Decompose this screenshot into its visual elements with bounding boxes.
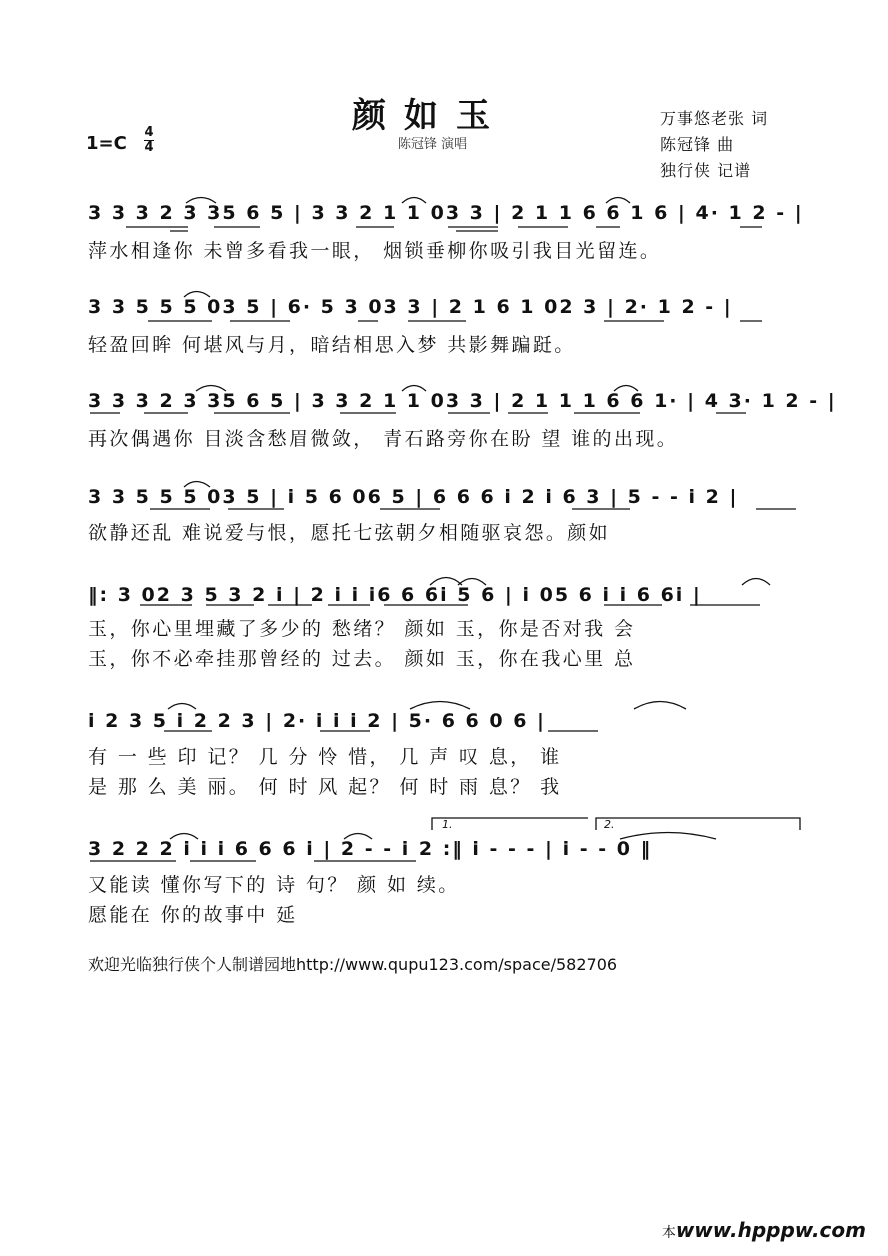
transcriber-credit: 独行侠 记谱 [660,161,752,180]
lyric-line-4: 欲静还乱 难说爱与恨，愿托七弦朝夕相随驱哀怨。颜如 [88,522,611,544]
composer-credit: 陈冠锋 曲 [660,135,735,154]
watermark-prefix: 本 [661,1225,676,1241]
second-ending-label: 2. [604,818,615,831]
site-watermark [662,1218,866,1242]
notation-line-6: i 2 3 5 i 2 2 3 | 2· i i i 2 | 5· 6 6 0 6 | [88,710,546,732]
lyric-line-5b: 玉，你不必牵挂那曾经的 过去。 颜如 玉，你在我心里 总 [88,648,636,670]
notation-line-2: 3 3 5 5 5 03 5 | 6· 5 3 03 3 | 2 1 6 1 02 3 | 2· 1 2 - | [88,296,733,318]
watermark-url: www.hpppw.com [675,1218,866,1242]
lyric-line-7a: 又能读 懂你写下的 诗 句？ 颜 如 续。 [88,874,460,896]
notation-line-1: 3 3 3 2 3 35 6 5 | 3 3 2 1 1 03 3 | 2 1 1 6 6 1 6 | 4· 1 2 - | [88,202,804,224]
first-ending-label: 1. [442,818,453,831]
notation-line-4: 3 3 5 5 5 03 5 | i 5 6 06 5 | 6 6 6 i 2 i 6 3 | 5 - - i 2 | [88,486,739,508]
singer-credit: 陈冠锋 演唱 [398,137,468,152]
lyricist-credit: 万事悠老张 词 [660,109,769,128]
notation-line-3: 3 3 3 2 3 35 6 5 | 3 3 2 1 1 03 3 | 2 1 1 1 6 6 1· | 4 3· 1 2 - | [88,390,837,412]
lyric-line-5a: 玉，你心里埋藏了多少的 愁绪？ 颜如 玉，你是否对我 会 [88,618,636,640]
lyric-line-6b: 是 那 么 美 丽。 何 时 风 起？ 何 时 雨 息？ 我 [88,776,562,798]
key-signature: 1=C [86,133,127,154]
lyric-line-6a: 有 一 些 印 记？ 几 分 怜 惜， 几 声 叹 息， 谁 [88,746,562,768]
song-title: 颜如玉 [352,96,508,136]
lyric-line-2: 轻盈回眸 何堪风与月，暗结相思入梦 共影舞蹁跹。 [88,334,576,356]
lyric-line-1: 萍水相逢你 未曾多看我一眼， 烟锁垂柳你吸引我目光留连。 [88,240,662,262]
time-signature-top: 4 [144,125,154,140]
notation-line-7: 3 2 2 2 i i i 6 6 6 i | 2 - - i 2 :‖ i - - - | i - - 0 ‖ [88,838,653,860]
lyric-line-3: 再次偶遇你 目淡含愁眉微敛， 青石路旁你在盼 望 谁的出现。 [88,428,679,450]
notation-line-5: ‖: 3 02 3 5 3 2 i | 2 i i i6 6 6i 5 6 | i 05 6 i i 6 6i | [88,584,702,606]
footer-note: 欢迎光临独行侠个人制谱园地http://www.qupu123.com/space/582706 [88,955,618,974]
lyric-line-7b: 愿能在 你的故事中 延 [88,904,298,926]
time-signature-bottom: 4 [144,140,154,155]
